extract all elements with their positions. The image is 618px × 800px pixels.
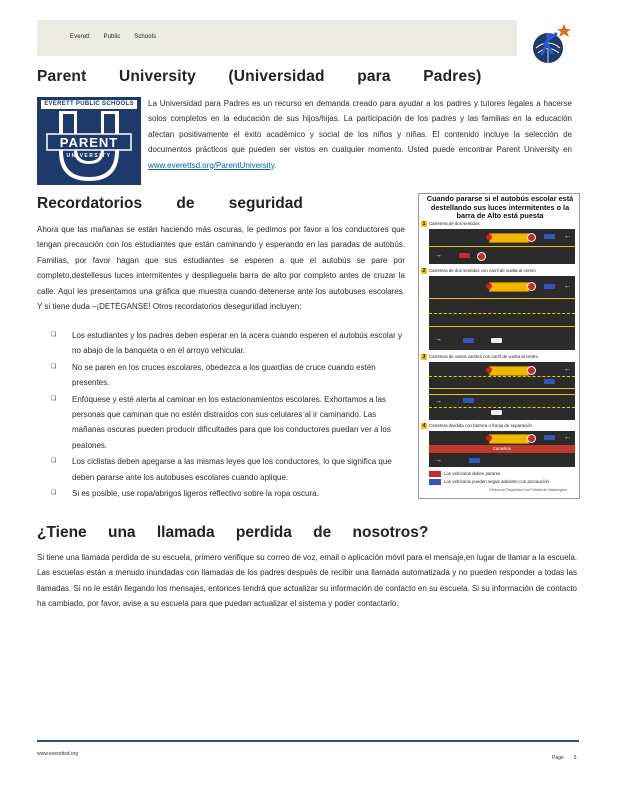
reminders-list bbox=[37, 328, 405, 502]
arrow-right-icon: → bbox=[435, 457, 442, 464]
car-icon bbox=[544, 379, 555, 384]
list-item: ❑ Si es posible, use ropa/abrigos ligeros reflectivo sobre la ropa oscura. bbox=[37, 486, 405, 501]
parent-university-paragraph bbox=[148, 96, 572, 173]
footer-rule bbox=[37, 740, 579, 742]
arrow-right-icon: → bbox=[435, 252, 442, 259]
stop-sign-icon bbox=[527, 233, 536, 242]
stop-sign-icon bbox=[527, 282, 536, 291]
caption-number: 2 bbox=[422, 268, 426, 274]
car-icon bbox=[463, 398, 474, 403]
school-bus-icon bbox=[489, 282, 529, 292]
diagram-caption-2: 2 Carretera de dos sentidos con carril de vuelta al centro bbox=[422, 268, 536, 274]
stop-sign-icon bbox=[477, 252, 486, 261]
arrow-left-icon: ← bbox=[564, 283, 571, 290]
median-strip: Camellón bbox=[429, 445, 575, 453]
arrow-left-icon: ← bbox=[564, 366, 571, 373]
car-icon bbox=[463, 338, 474, 343]
header-nav bbox=[70, 34, 168, 40]
pu-body-text: La Universidad para Padres es un recurso en demanda creado para ayudar a los padres y tutores legales a hacerse solos completos en la educación de sus hijos/hijas. La participación de los padres y las familias en la educación afectan positivamente el éxito académico y social de los niños y niñas. El contenido incluye la selección de documentos prácticos que pueden ser vistos en cualquier momento. Usted puede encontrar Parent University en bbox=[148, 99, 572, 155]
diagram-caption-1: 1 Carretera de dos sentidos bbox=[422, 221, 480, 227]
logo-word-parent: PARENT bbox=[59, 135, 119, 150]
caption-number: 1 bbox=[422, 221, 426, 227]
logo-word-university: UNIVERSITY bbox=[66, 153, 112, 159]
list-item: ❑ Los ciclistas deben apegarse a las mismas leyes que los conductores, lo que significa que deben pararse ante los autobuses escolares cuando aplique. bbox=[37, 454, 405, 485]
car-icon bbox=[469, 458, 480, 463]
section-title-missed-call: ¿Tiene una llamada perdida de nosotros? bbox=[37, 524, 429, 541]
caption-number: 3 bbox=[422, 354, 426, 360]
arrow-right-icon: → bbox=[435, 398, 442, 405]
arrow-left-icon: ← bbox=[564, 233, 571, 240]
car-icon bbox=[544, 234, 555, 239]
footer-page-number bbox=[552, 755, 576, 761]
legend-stop: Los vehículos deben pararse bbox=[429, 471, 500, 477]
caption-number: 4 bbox=[422, 423, 426, 429]
logo-district-text: EVERETT PUBLIC SCHOOLS bbox=[44, 101, 134, 107]
list-item: ❑ No se paren en los cruces escolares, obedezca a los guardias de cruce cuando estén presentes. bbox=[37, 360, 405, 391]
arrow-right-icon: → bbox=[435, 336, 442, 343]
stop-sign-icon bbox=[527, 434, 536, 443]
road-scenario-1 bbox=[429, 229, 575, 264]
page-number: 5 bbox=[573, 755, 577, 761]
diagram-title: Cuando pararse si el autobús escolar está destellando sus luces intermitentes o la barra de Alto está puesta bbox=[426, 194, 574, 220]
school-bus-icon bbox=[489, 434, 529, 444]
road-scenario-4 bbox=[429, 431, 575, 467]
road-scenario-2 bbox=[429, 276, 575, 350]
header-nav-schools[interactable]: Schools bbox=[134, 34, 157, 40]
section-title-parent-university: Parent University (Universidad para Padres) bbox=[37, 68, 482, 85]
bullet-checkbox-icon: ❑ bbox=[51, 363, 57, 370]
list-item: ❑ Enfóquese y esté alerta al caminar en los estacionamientos escolares. Exhortamos a las personas que caminan que no estén distraídos con sus celulares al ir caminando. Las mañanas oscuras pueden producir dificultades para que los conductores puedan ver a los peatones. bbox=[37, 392, 405, 454]
bullet-checkbox-icon: ❑ bbox=[51, 395, 57, 402]
diagram-caption-3: 3 Carretera de varios carriles con carril de vuelta al centro bbox=[422, 354, 539, 360]
diagram-source: Oficina de Seguridad Vial Pública de Washington bbox=[489, 488, 568, 492]
diagram-caption-4: 4 Carretera dividida con barrera o franja de separación bbox=[422, 423, 532, 429]
stop-sign-icon bbox=[527, 366, 536, 375]
legend-proceed: Los vehículos pueden seguir adelante con precaución bbox=[429, 479, 549, 485]
school-bus-icon bbox=[489, 233, 529, 243]
list-item: ❑ Los estudiantes y los padres deben esperar en la acera cuando esperen el autobús escolar y no abajo de la banqueta o en el arroyo vehicular. bbox=[37, 328, 405, 359]
page-label: Page bbox=[552, 755, 564, 761]
car-icon bbox=[491, 338, 502, 343]
school-bus-stopping-diagram bbox=[418, 193, 580, 499]
bullet-checkbox-icon: ❑ bbox=[51, 490, 57, 497]
header-nav-public[interactable]: Public bbox=[103, 34, 121, 40]
bullet-checkbox-icon: ❑ bbox=[51, 458, 57, 465]
parent-university-logo bbox=[37, 97, 141, 185]
section-title-safety-reminders: Recordatorios de seguridad bbox=[37, 195, 303, 212]
missed-call-paragraph: Si tiene una llamada perdida de su escuela, primero verifique su correo de voz, email o aplicación móvil para el mensaje,en lugar de llamar a la escuela. Las escuelas están a menudo inundadas con llamadas de los padres después de recibir una llamada automatizada y no pueden responder a todas las llamadas. Si no le están llegando los mensajes, entonces tendrá que actualizar su información de contacto en su escuela. Si su información de contacto ha cambiado, por favor, avise a su escuela para que puedan actualizar el sistema y poder contactarlo. bbox=[37, 553, 577, 609]
school-bus-icon bbox=[489, 366, 529, 376]
car-icon bbox=[544, 284, 555, 289]
car-icon bbox=[459, 253, 470, 258]
parent-university-link[interactable]: www.everettsd.org/ParentUniversity bbox=[148, 160, 275, 170]
car-icon bbox=[544, 435, 555, 440]
reminders-intro: Ahora que las mañanas se están haciendo más oscuras, le pedimos por favor a los conductores que tengan precaución con los estudiantes que están caminando y esperando en las paradas de autobús. Familias, por favor hagan que sus estudiantes se esperen a que el autobús se pare por completo,destellesus luces intermitentes y desplieguela barra de alto por completo antes de cruzar la calle. Aquí les presentamos una gráfica que muestra cuando detenerse ante los autobuses escolares. Y si tiene duda –¡DETÉGANSE! Otros recordatorios deseguridad incluyen: bbox=[37, 225, 405, 312]
eps-star-logo-icon[interactable] bbox=[526, 20, 574, 68]
pu-body-end: . bbox=[274, 160, 277, 170]
header-nav-everett[interactable]: Everett bbox=[70, 34, 90, 40]
car-icon bbox=[491, 410, 502, 415]
bullet-checkbox-icon: ❑ bbox=[51, 332, 57, 338]
arrow-left-icon: ← bbox=[564, 434, 571, 441]
footer-website[interactable]: www.everettsd.org bbox=[37, 751, 79, 757]
road-scenario-3 bbox=[429, 362, 575, 420]
